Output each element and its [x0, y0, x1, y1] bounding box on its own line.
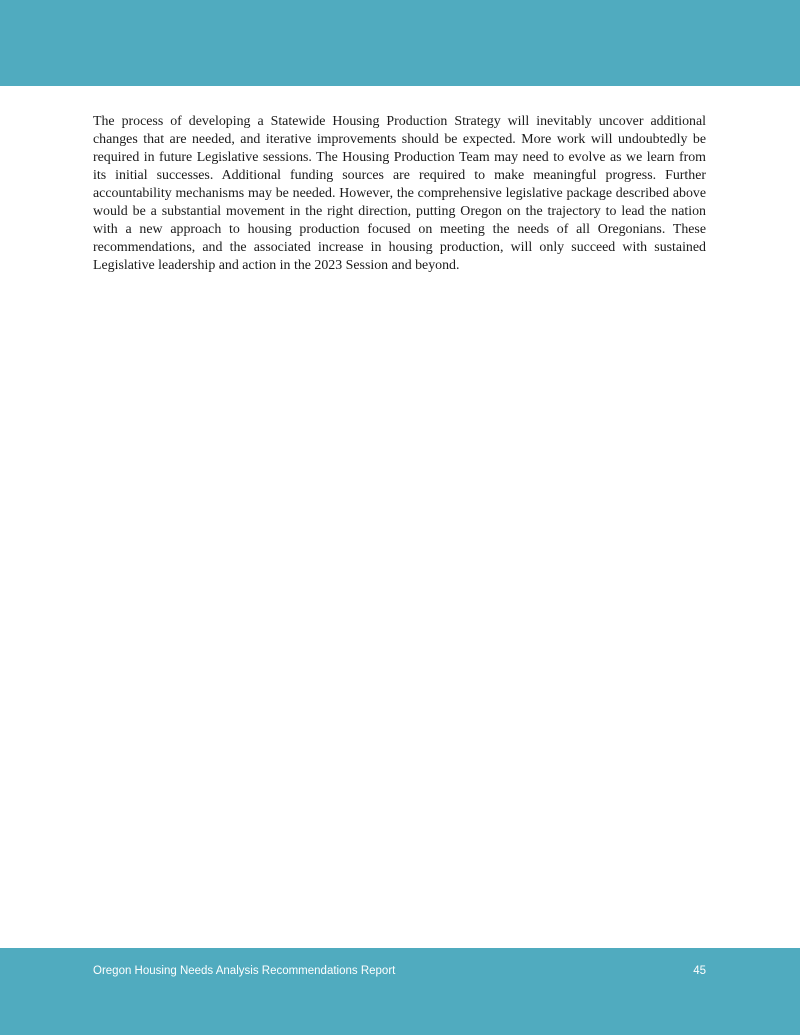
footer-band	[0, 948, 800, 1035]
footer-report-title: Oregon Housing Needs Analysis Recommendations Report	[93, 965, 396, 977]
body-paragraph: The process of developing a Statewide Housing Production Strategy will inevitably uncover additional changes that are needed, and iterative improvements should be expected. More work will undoubtedly be required in future Legislative sessions. The Housing Production Team may need to evolve as we learn from its initial successes. Additional funding sources are required to make meaningful progress. Further accountability mechanisms may be needed. However, the comprehensive legislative package described above would be a substantial movement in the right direction, putting Oregon on the trajectory to lead the nation with a new approach to housing production focused on meeting the needs of all Oregonians. These recommendations, and the associated increase in housing production, will only succeed with sustained Legislative leadership and action in the 2023 Session and beyond.	[93, 114, 706, 273]
page-number: 45	[693, 965, 706, 977]
header-band	[0, 0, 800, 86]
